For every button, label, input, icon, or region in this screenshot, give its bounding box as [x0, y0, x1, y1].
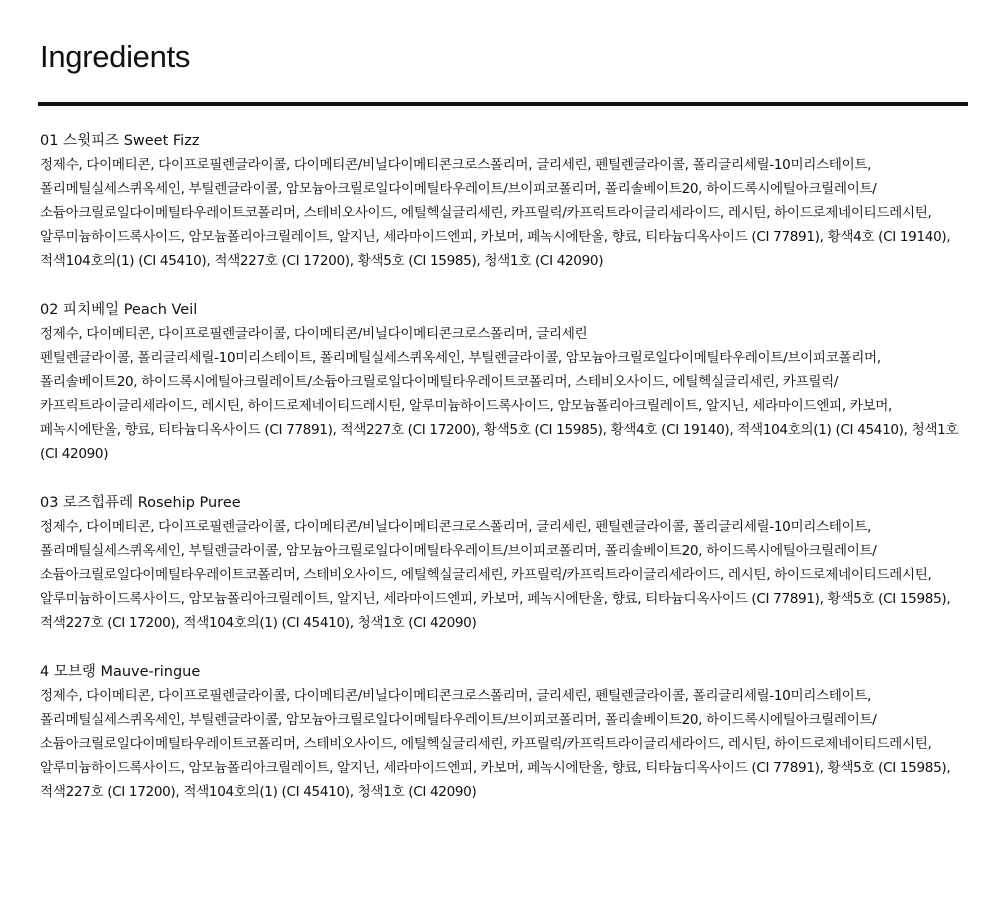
product-entry [40, 660, 968, 804]
product-entry [40, 129, 968, 273]
ingredient-list: 정제수, 다이메티콘, 다이프로필렌글라이콜, 다이메티콘/비닐다이메티콘크로스폴리머, 글리세린, 펜틸렌글라이콜, 폴리글리세릴-10미리스테이트, 폴리메틸실세스퀴옥세인, 부틸렌글라이콜, 암모늄아크릴로일다이메틸타우레이트/브이피코폴리머, 폴리솔베이트20, 하이드록시에틸아크릴레이트/소듐아크릴로일다이메틸타우레이트코폴리머, 스테비오사이드, 에틸헥실글리세린, 카프릴릭/카프릭트라이글리세라이드, 레시틴, 하이드로제네이티드레시틴, 알루미늄하이드록사이드, 암모늄폴리아크릴레이트, 알지닌, 세라마이드엔피, 카보머, 페녹시에탄올, 향료, 티타늄디옥사이드 (CI 77891), 황색5호 (CI 15985), 적색227호 (CI 17200), 적색104호의(1) (CI 45410), 청색1호 (CI 42090) [40, 519, 951, 631]
ingredient-list: 정제수, 다이메티콘, 다이프로필렌글라이콜, 다이메티콘/비닐다이메티콘크로스폴리머, 글리세린, 펜틸렌글라이콜, 폴리글리세릴-10미리스테이트, 폴리메틸실세스퀴옥세인, 부틸렌글라이콜, 암모늄아크릴로일다이메틸타우레이트/브이피코폴리머, 폴리솔베이트20, 하이드록시에틸아크릴레이트/소듐아크릴로일다이메틸타우레이트코폴리머, 스테비오사이드, 에틸헥실글리세린, 카프릴릭/카프릭트라이글리세라이드, 레시틴, 하이드로제네이티드레시틴, 알루미늄하이드록사이드, 암모늄폴리아크릴레이트, 알지닌, 세라마이드엔피, 카보머, 페녹시에탄올, 향료, 티타늄디옥사이드 (CI 77891), 황색5호 (CI 15985), 적색227호 (CI 17200), 적색104호의(1) (CI 45410), 청색1호 (CI 42090) [40, 688, 951, 800]
title-divider [38, 102, 968, 106]
product-list [40, 129, 968, 829]
product-entry [40, 298, 968, 466]
page-title: Ingredients [40, 39, 191, 74]
product-entry [40, 491, 968, 635]
ingredient-list: 정제수, 다이메티콘, 다이프로필렌글라이콜, 다이메티콘/비닐다이메티콘크로스폴리머, 글리세린, 펜틸렌글라이콜, 폴리글리세릴-10미리스테이트, 폴리메틸실세스퀴옥세인, 부틸렌글라이콜, 암모늄아크릴로일다이메틸타우레이트/브이피코폴리머, 폴리솔베이트20, 하이드록시에틸아크릴레이트/소듐아크릴로일다이메틸타우레이트코폴리머, 스테비오사이드, 에틸헥실글리세린, 카프릴릭/카프릭트라이글리세라이드, 레시틴, 하이드로제네이티드레시틴, 알루미늄하이드록사이드, 암모늄폴리아크릴레이트, 알지닌, 세라마이드엔피, 카보머, 페녹시에탄올, 향료, 티타늄디옥사이드 (CI 77891), 황색4호 (CI 19140), 적색104호의(1) (CI 45410), 적색227호 (CI 17200), 황색5호 (CI 15985), 청색1호 (CI 42090) [40, 157, 951, 269]
ingredients-page [40, 0, 968, 800]
product-name: 02 피치베일 Peach Veil [40, 302, 198, 318]
product-name: 01 스윗피즈 Sweet Fizz [40, 133, 200, 149]
product-name: 4 모브랭 Mauve-ringue [40, 664, 201, 680]
product-name: 03 로즈힙퓨레 Rosehip Puree [40, 495, 241, 511]
ingredient-list: 정제수, 다이메티콘, 다이프로필렌글라이콜, 다이메티콘/비닐다이메티콘크로스폴리머, 글리세린 펜틸렌글라이콜, 폴리글리세릴-10미리스테이트, 폴리메틸실세스퀴옥세인, 부틸렌글라이콜, 암모늄아크릴로일다이메틸타우레이트/브이피코폴리머, 폴리솔베이트20, 하이드록시에틸아크릴레이트/소듐아크릴로일다이메틸타우레이트코폴리머, 스테비오사이드, 에틸헥실글리세린, 카프릴릭/카프릭트라이글리세라이드, 레시틴, 하이드로제네이티드레시틴, 알루미늄하이드록사이드, 암모늄폴리아크릴레이트, 알지닌, 세라마이드엔피, 카보머, 페녹시에탄올, 향료, 티타늄디옥사이드 (CI 77891), 적색227호 (CI 17200), 황색5호 (CI 15985), 황색4호 (CI 19140), 적색104호의(1) (CI 45410), 청색1호 (CI 42090) [40, 326, 959, 462]
